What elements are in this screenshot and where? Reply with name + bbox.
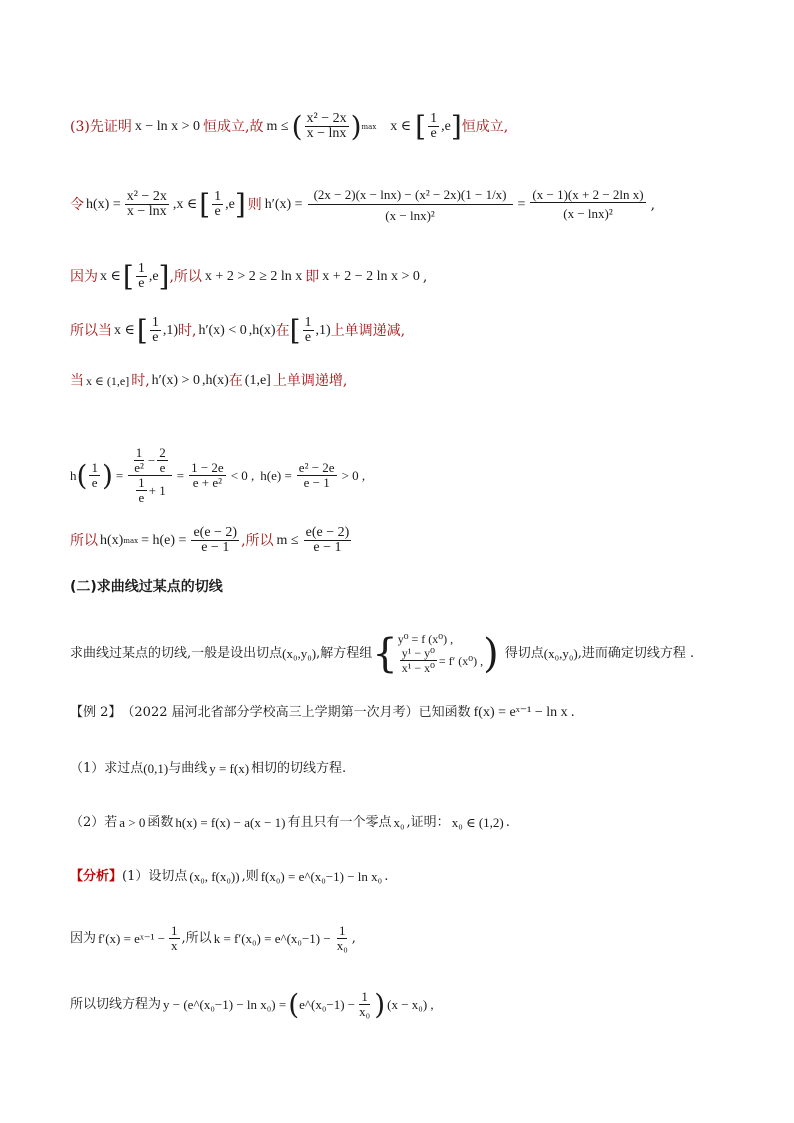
paren-right: ) <box>101 458 113 492</box>
fraction-denominator: x − lnx <box>126 204 167 219</box>
equals: = <box>115 467 124 483</box>
fraction-numerator: 1 <box>91 460 98 475</box>
h-of-x: ,h(x) <box>201 373 229 388</box>
x-in: ,x ∈ <box>172 196 198 212</box>
fraction-denominator: e <box>152 330 159 345</box>
fraction-denominator: x₀ <box>336 938 348 953</box>
tangent-point-2: (x₀,y₀) <box>543 645 578 661</box>
system-brace-right: ) <box>483 630 499 677</box>
fraction-denominator: x <box>171 938 178 953</box>
fraction-denominator: e + e² <box>192 475 223 490</box>
inequality-2: x + 2 − 2 ln x > 0 <box>322 268 420 284</box>
compound-fraction <box>128 446 172 505</box>
m-leq: m ≤ <box>276 532 299 548</box>
interval-right: ,e <box>441 118 451 134</box>
increasing-line <box>70 372 754 390</box>
section-title: (二)求曲线过某点的切线 <box>70 579 223 595</box>
fraction-numerator: e(e − 2) <box>305 525 350 540</box>
period: . <box>570 705 575 720</box>
step3-fraction <box>305 112 349 141</box>
q2-conclusion: x₀ ∈ (1,2) <box>451 815 504 830</box>
tangent-point: (x₀,y₀) <box>282 645 317 661</box>
bracket-left: [ <box>415 109 427 143</box>
tangent-equation <box>70 987 754 1021</box>
q1-curve: y = f(x) <box>209 761 250 776</box>
fraction-numerator: 1 <box>338 923 346 938</box>
q2-text-4: ,证明： <box>406 815 450 830</box>
because-lead: 因为 <box>70 268 98 285</box>
period: . <box>505 815 510 830</box>
on-text: 在 <box>228 373 243 389</box>
analysis-tag: 【分析】 <box>70 869 123 884</box>
paren-left: ( <box>288 987 300 1021</box>
compound-numerator <box>128 446 172 476</box>
so-text: ,所以 <box>241 532 274 549</box>
analysis-text-2: ,则 <box>241 869 259 884</box>
bracket-right: ] <box>234 187 246 221</box>
m-fraction <box>304 526 352 555</box>
fraction-denominator: e − 1 <box>303 475 330 490</box>
fraction-denominator: e − 1 <box>201 540 230 555</box>
fraction-numerator: 1 <box>304 315 312 330</box>
q2-text-3: 有且只有一个零点 <box>287 815 392 830</box>
simplified-fraction <box>530 188 645 221</box>
define-h <box>70 186 754 223</box>
tangent-mid: e^(x₀−1) − <box>299 996 356 1012</box>
h-prime-neg: h′(x) < 0 <box>198 322 247 338</box>
fraction-numerator: y¹ − y⁰ <box>401 646 435 660</box>
method-text-3: 得切点 <box>504 645 544 661</box>
interval-fraction-2 <box>303 316 314 345</box>
step3-mid: 恒成立,故 <box>203 118 264 135</box>
bracket-right: ] <box>158 259 170 293</box>
compound-denominator <box>132 476 168 505</box>
inequality: x + 2 > 2 ≥ 2 ln x <box>204 268 303 284</box>
tangent-lhs: y − (e^(x₀−1) − ln x₀) = <box>163 996 287 1012</box>
increasing-lead: 当 <box>70 373 84 389</box>
equation-system <box>398 632 483 675</box>
q2-x0: x₀ <box>393 815 405 830</box>
example-source: （2022 届河北省部分学校高三上学期第一次月考）已知函数 <box>121 705 471 720</box>
fraction-numerator: x² − 2x <box>306 111 347 126</box>
a2-text-2: ,所以 <box>181 930 212 946</box>
equals: = <box>517 196 526 212</box>
h-of-x: ,h(x) <box>248 322 276 338</box>
fraction-denominator: e − 1 <box>313 540 342 555</box>
h-of-x: h(x) <box>100 532 124 548</box>
slope-fraction <box>400 646 437 675</box>
fraction-denominator: x¹ − x⁰ <box>401 661 435 675</box>
bracket-left: [ <box>136 313 148 347</box>
system-brace-left: { <box>372 630 398 677</box>
fraction-numerator: e(e − 2) <box>193 525 238 540</box>
interval-right: ,1) <box>162 322 178 338</box>
decreasing-tail: 上单调递减, <box>330 322 406 339</box>
so-lead: 所以 <box>70 532 98 549</box>
minus: − <box>147 452 156 468</box>
fraction-numerator: e² − 2e <box>298 460 335 475</box>
system-eq-1: y⁰ = f (x⁰) , <box>397 632 454 646</box>
h-prime: h′(x) = <box>264 196 303 212</box>
fraction-denominator: (x − lnx)² <box>563 206 613 221</box>
fraction-denominator: x − lnx <box>306 126 347 141</box>
fraction-numerator: 1 <box>171 923 178 938</box>
fraction-numerator: (2x − 2)(x − lnx) − (x² − 2x)(1 − 1/x) <box>308 186 513 205</box>
q2-text-1: （2）若 <box>70 815 118 830</box>
section-heading <box>70 578 754 596</box>
fraction-denominator: e² <box>134 460 144 475</box>
paren-right: ) <box>350 109 362 143</box>
max-subscript: max <box>123 536 139 545</box>
fraction-numerator: 1 <box>430 111 438 126</box>
fraction-denominator: e <box>91 475 98 490</box>
fraction-denominator: e <box>138 490 145 505</box>
sub-fraction <box>132 446 146 475</box>
namely-text: 即 <box>305 268 320 285</box>
equals-he: = h(e) = <box>141 532 187 548</box>
interval-right: ,e <box>148 268 159 284</box>
q1-text-2: 与曲线 <box>168 761 208 776</box>
slope-k: k = f′(x₀) = e^(x₀−1) − <box>213 930 331 946</box>
sub-fraction <box>157 446 168 475</box>
interval-fraction <box>136 262 147 291</box>
less-than-zero: < 0 , <box>230 467 255 483</box>
when-text: 时, <box>177 322 197 339</box>
a2-text-1: 因为 <box>70 930 97 946</box>
interval: (1,e] <box>244 373 271 388</box>
step3-tail: 恒成立, <box>461 118 509 135</box>
slope-rhs: = f′ (x⁰) , <box>438 653 484 668</box>
equals: = <box>176 467 185 483</box>
comma: , <box>650 196 656 213</box>
then-text: 则 <box>247 196 262 213</box>
x-in: x ∈ (1,e] <box>86 374 130 388</box>
q2-condition: a > 0 <box>119 815 146 830</box>
comma: , <box>351 930 356 946</box>
fraction-numerator: 2 <box>159 445 166 460</box>
method-text-2: ,解方程组 <box>316 645 373 661</box>
h-fraction <box>125 190 169 219</box>
analysis-f0: f(x₀) = e^(x₀−1) − ln x₀ <box>260 869 383 884</box>
q1-point: (0,1) <box>143 761 169 776</box>
greater-than-zero: > 0 , <box>341 467 366 483</box>
step3-cond: x − ln x > 0 <box>134 118 201 134</box>
question-2 <box>70 814 754 832</box>
tangent-rhs: (x − x₀) , <box>387 996 434 1012</box>
q1-text-1: （1）求过点 <box>70 761 144 776</box>
q2-h-def: h(x) = f(x) − a(x − 1) <box>175 815 286 830</box>
function-def: f(x) = eˣ⁻¹ − ln x <box>473 705 568 720</box>
example-tag: 【例 2】 <box>70 705 122 720</box>
interval-right: ,e <box>225 196 235 212</box>
h-prime-pos: h′(x) > 0 <box>151 373 200 388</box>
example-2 <box>70 704 754 722</box>
interval-fraction <box>212 190 223 219</box>
fraction-numerator: 1 <box>361 989 368 1004</box>
bracket-left: [ <box>289 313 301 347</box>
system-eq-2 <box>398 646 483 675</box>
x-in: x ∈ <box>100 268 121 284</box>
fraction-numerator: x² − 2x <box>126 189 167 204</box>
result-fraction <box>189 461 226 490</box>
interval-fraction <box>428 112 439 141</box>
question-1 <box>70 760 754 778</box>
max-fraction <box>191 526 239 555</box>
fraction-denominator: e <box>430 126 437 141</box>
evaluation-line <box>70 446 754 505</box>
decreasing-line <box>70 313 754 347</box>
plus-one: + 1 <box>148 482 166 498</box>
interval-fraction <box>150 316 161 345</box>
period: . <box>384 869 389 884</box>
step3-m-leq: m ≤ <box>266 118 289 134</box>
method-paragraph <box>70 632 754 675</box>
on-text: 在 <box>275 322 290 339</box>
q2-text-2: 函数 <box>147 815 174 830</box>
he-fraction <box>297 461 337 490</box>
proof-step-3 <box>70 109 754 143</box>
paren-left: ( <box>291 109 303 143</box>
paren-left: ( <box>76 458 88 492</box>
when-text: 时, <box>131 373 150 389</box>
tangent-fraction <box>357 990 372 1019</box>
h-symbol: h <box>70 467 77 483</box>
fraction-numerator: 1 <box>138 475 145 490</box>
x-in: x ∈ <box>114 322 135 338</box>
h-of-e: h(e) = <box>260 467 292 483</box>
h-def: h(x) = <box>86 196 121 212</box>
increasing-tail: 上单调递增, <box>272 373 348 389</box>
max-conclusion <box>70 526 754 555</box>
bracket-right: ] <box>450 109 462 143</box>
fp-fraction <box>169 924 180 953</box>
fraction-denominator: e <box>304 330 312 345</box>
fraction-denominator: (x − lnx)² <box>385 208 435 223</box>
analysis-line <box>70 868 754 886</box>
fraction-denominator: x₀ <box>359 1004 371 1019</box>
derivative-fraction <box>308 186 513 223</box>
fraction-denominator: e <box>138 276 145 291</box>
fraction-numerator: 1 − 2e <box>191 460 224 475</box>
fraction-denominator: e <box>159 460 166 475</box>
define-lead: 令 <box>70 196 84 213</box>
comma: , <box>422 268 428 285</box>
method-text-4: ,进而确定切线方程 . <box>577 645 695 661</box>
sub-fraction <box>136 476 147 505</box>
k-fraction <box>335 924 350 953</box>
q1-text-3: 相切的切线方程. <box>251 761 347 776</box>
fraction-numerator: 1 <box>137 261 145 276</box>
paren-right: ) <box>374 987 386 1021</box>
analysis-text-1: (1）设切点 <box>122 869 188 884</box>
fraction-numerator: 1 <box>135 445 143 460</box>
a3-text-1: 所以切线方程为 <box>70 996 162 1012</box>
fraction-numerator: 1 <box>151 315 159 330</box>
bracket-left: [ <box>122 259 134 293</box>
step3-lead: (3)先证明 <box>70 118 132 135</box>
method-text-1: 求曲线过某点的切线,一般是设出切点 <box>70 645 283 661</box>
f-prime: f′(x) = eˣ⁻¹ − <box>98 930 166 946</box>
interval-right: ,1) <box>315 322 331 338</box>
fraction-denominator: e <box>214 204 221 219</box>
max-subscript: max <box>361 122 377 131</box>
fraction-numerator: (x − 1)(x + 2 − 2ln x) <box>532 187 644 202</box>
x-in: x ∈ <box>390 118 412 134</box>
analysis-point: (x₀, f(x₀)) <box>189 869 240 884</box>
arg-fraction <box>89 461 100 490</box>
decreasing-lead: 所以当 <box>70 322 112 339</box>
so-text: ,所以 <box>169 268 202 285</box>
fraction-numerator: 1 <box>214 189 222 204</box>
derivative-line <box>70 924 754 953</box>
because-line <box>70 259 754 293</box>
bracket-left: [ <box>199 187 211 221</box>
